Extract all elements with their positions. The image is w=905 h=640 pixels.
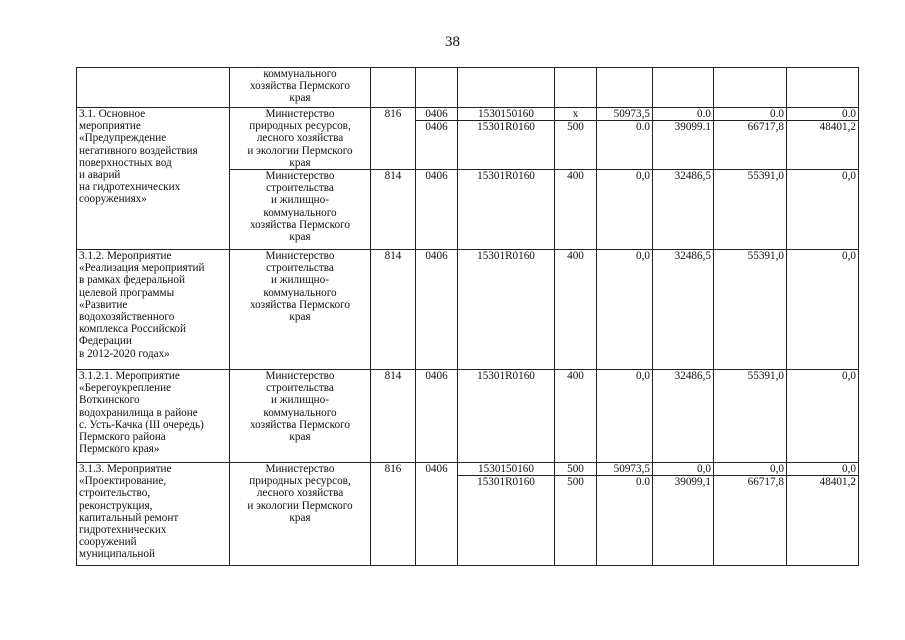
value-cell: 0.0 (597, 476, 653, 566)
value-cell: 32486,5 (653, 170, 714, 250)
csr-cell: 1530150160 (458, 463, 555, 476)
grbs-cell: 816 (371, 463, 416, 566)
value-cell (714, 68, 787, 108)
value-cell: 48401,2 (787, 476, 859, 566)
rzpr-cell: 0406 (416, 170, 458, 250)
page-number: 38 (445, 34, 460, 50)
grbs-cell: 816 (371, 108, 416, 170)
value-cell: 0,0 (653, 463, 714, 476)
budget-table (76, 67, 859, 566)
value-cell: 48401,2 (787, 121, 859, 170)
rzpr-cell: 0406 (416, 463, 458, 566)
csr-cell: 15301R0160 (458, 121, 555, 170)
csr-cell: 15301R0160 (458, 370, 555, 463)
value-cell: 0,0 (787, 170, 859, 250)
vr-cell: x (555, 108, 597, 121)
event-cell (77, 68, 230, 108)
value-cell: 0.0 (653, 108, 714, 121)
event-cell: 3.1.3. Мероприятие «Проектирование, строительство, реконструкция, капитальный ремонт гидротехнических сооружений муниципальной (77, 463, 230, 566)
value-cell: 0,0 (597, 250, 653, 370)
executor-cell: Министерство строительства и жилищно- коммунального хозяйства Пермского края (230, 170, 371, 250)
executor-cell: Министерство строительства и жилищно- коммунального хозяйства Пермского края (230, 370, 371, 463)
grbs-cell (371, 68, 416, 108)
event-cell: 3.1.2.1. Мероприятие «Берегоукрепление Воткинского водохранилища в районе с. Усть-Качка (III очередь) Пермского района Пермского края» (77, 370, 230, 463)
csr-cell: 1530150160 (458, 108, 555, 121)
value-cell: 55391,0 (714, 170, 787, 250)
vr-cell: 500 (555, 476, 597, 566)
grbs-cell: 814 (371, 170, 416, 250)
value-cell: 32486,5 (653, 370, 714, 463)
vr-cell: 400 (555, 370, 597, 463)
executor-cell: коммунального хозяйства Пермского края (230, 68, 371, 108)
value-cell: 0,0 (787, 463, 859, 476)
value-cell: 0,0 (787, 250, 859, 370)
vr-cell (555, 68, 597, 108)
value-cell: 55391,0 (714, 370, 787, 463)
value-cell: 39099,1 (653, 476, 714, 566)
event-cell: 3.1.2. Мероприятие «Реализация мероприятий в рамках федеральной целевой программы «Развитие водохозяйственного комплекса Российской Федерации в 2012-2020 годах» (77, 250, 230, 370)
rzpr-cell: 0406 (416, 121, 458, 170)
rzpr-cell: 0406 (416, 108, 458, 121)
grbs-cell: 814 (371, 370, 416, 463)
grbs-cell: 814 (371, 250, 416, 370)
value-cell: 0.0 (597, 121, 653, 170)
csr-cell: 15301R0160 (458, 170, 555, 250)
csr-cell (458, 68, 555, 108)
value-cell: 50973,5 (597, 463, 653, 476)
value-cell: 39099.1 (653, 121, 714, 170)
vr-cell: 400 (555, 170, 597, 250)
value-cell: 66717,8 (714, 476, 787, 566)
table-row (77, 108, 859, 121)
value-cell (653, 68, 714, 108)
value-cell (787, 68, 859, 108)
executor-cell: Министерство природных ресурсов, лесного хозяйства и экологии Пермского края (230, 108, 371, 170)
csr-cell: 15301R0160 (458, 476, 555, 566)
table-row (77, 370, 859, 463)
table-row (77, 68, 859, 108)
vr-cell: 500 (555, 463, 597, 476)
rzpr-cell: 0406 (416, 370, 458, 463)
value-cell: 50973,5 (597, 108, 653, 121)
executor-cell: Министерство строительства и жилищно- коммунального хозяйства Пермского края (230, 250, 371, 370)
rzpr-cell: 0406 (416, 250, 458, 370)
table-row (77, 463, 859, 476)
value-cell: 0,0 (787, 370, 859, 463)
value-cell: 0,0 (597, 170, 653, 250)
value-cell: 0,0 (597, 370, 653, 463)
value-cell: 66717,8 (714, 121, 787, 170)
rzpr-cell (416, 68, 458, 108)
table-row (77, 250, 859, 370)
value-cell: 55391,0 (714, 250, 787, 370)
value-cell: 0.0 (714, 108, 787, 121)
value-cell: 32486,5 (653, 250, 714, 370)
vr-cell: 500 (555, 121, 597, 170)
value-cell: 0,0 (714, 463, 787, 476)
executor-cell: Министерство природных ресурсов, лесного хозяйства и экологии Пермского края (230, 463, 371, 566)
value-cell: 0.0 (787, 108, 859, 121)
event-cell: 3.1. Основное мероприятие «Предупреждение негативного воздействия поверхностных вод и аварий на гидротехнических сооружениях» (77, 108, 230, 250)
vr-cell: 400 (555, 250, 597, 370)
value-cell (597, 68, 653, 108)
csr-cell: 15301R0160 (458, 250, 555, 370)
